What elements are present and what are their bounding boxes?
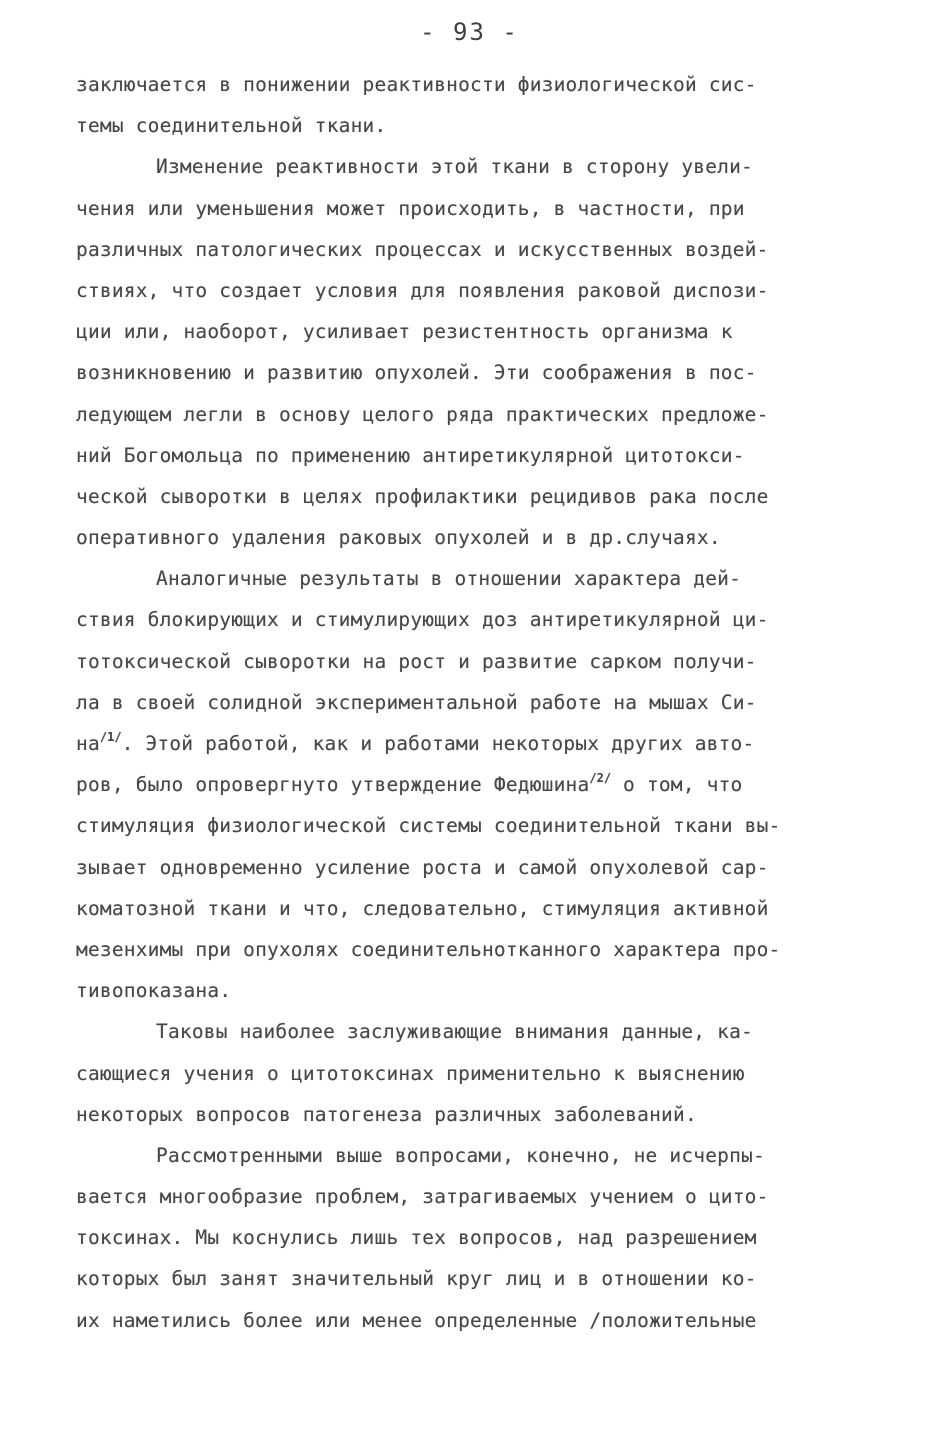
- line-text: Таковы наиболее заслуживающие внимания данные, ка-: [156, 1020, 753, 1044]
- paragraph-start-line: [76, 558, 876, 599]
- footnote-reference: /1/: [99, 730, 122, 744]
- line-text-after: . Этой работой, как и работами некоторых других авто-: [121, 732, 755, 755]
- paragraph-start-line: [76, 1135, 876, 1176]
- line-text: вается многообразие проблем, затрагиваемых учением о цито-: [76, 1185, 769, 1209]
- text-line: [76, 64, 876, 105]
- text-line: [76, 970, 876, 1011]
- line-text: оперативного удаления раковых опухолей и в др.случаях.: [76, 526, 721, 550]
- paragraph-start-line: [76, 146, 876, 187]
- text-line: [76, 1300, 876, 1341]
- line-text: мезенхимы при опухолях соединительнотканного характера про-: [76, 937, 781, 961]
- line-text: чения или уменьшения может происходить, в частности, при: [76, 196, 745, 220]
- text-line: [76, 682, 876, 723]
- text-line: [76, 105, 876, 146]
- line-text: которых был занят значительный круг лиц и в отношении ко-: [76, 1267, 757, 1291]
- text-line: [76, 311, 876, 352]
- line-text: ции или, наоборот, усиливает резистентность организма к: [76, 320, 733, 344]
- text-line: [76, 476, 876, 517]
- line-text: ла в своей солидной экспериментальной работе на мышах Си-: [76, 690, 757, 714]
- text-line: [76, 394, 876, 435]
- line-text: токсинах. Мы коснулись лишь тех вопросов, над разрешением: [76, 1226, 757, 1250]
- page-number: - 93 -: [420, 18, 519, 46]
- line-text: некоторых вопросов патогенеза различных заболеваний.: [76, 1102, 697, 1126]
- line-text: сающиеся учения о цитотоксинах применительно к выяснению: [76, 1061, 745, 1085]
- paragraph-start-line: [76, 1011, 876, 1052]
- text-line: [76, 888, 876, 929]
- text-line: [76, 188, 876, 229]
- text-line: [76, 1053, 876, 1094]
- text-line: [76, 435, 876, 476]
- text-line: [76, 517, 876, 558]
- line-text: ствия блокирующих и стимулирующих доз антиретикулярной ци-: [76, 608, 769, 632]
- line-text: тивопоказана.: [76, 979, 232, 1003]
- line-text: Рассмотренными выше вопросами, конечно, не исчерпы-: [156, 1143, 765, 1167]
- line-text: ческой сыворотки в целях профилактики рецидивов рака после: [76, 484, 769, 508]
- text-line: [76, 847, 876, 888]
- footnote-reference: /2/: [589, 771, 612, 786]
- line-text: возникновению и развитию опухолей. Эти соображения в пос-: [76, 361, 757, 385]
- text-line: [76, 599, 876, 640]
- text-line: [76, 270, 876, 311]
- line-text: коматозной ткани и что, следовательно, стимуляция активной: [76, 896, 769, 920]
- text-line: [76, 1217, 876, 1258]
- line-text: на: [76, 732, 100, 755]
- text-line: [76, 805, 876, 846]
- line-text-after: о том, что: [611, 773, 743, 797]
- line-text: Аналогичные результаты в отношении характера дей-: [156, 567, 742, 591]
- line-text: темы соединительной ткани.: [76, 114, 387, 138]
- text-line: [76, 1176, 876, 1217]
- line-text: ний Богомольца по применению антиретикулярной цитотокси-: [76, 443, 745, 467]
- line-text: ствиях, что создает условия для появления раковой диспози-: [76, 278, 769, 302]
- line-text: стимуляция физиологической системы соединительной ткани вы-: [76, 814, 781, 838]
- line-text: их наметились более или менее определенные /положительные: [76, 1308, 757, 1332]
- line-text: заключается в понижении реактивности физиологической сис-: [76, 73, 757, 96]
- line-text: Изменение реактивности этой ткани в сторону увели-: [156, 155, 753, 179]
- text-line: [76, 1094, 876, 1135]
- line-text: ледующем легли в основу целого ряда практических предложе-: [76, 402, 769, 426]
- text-line: [76, 229, 876, 270]
- text-line: [76, 1258, 876, 1299]
- body-text: [76, 64, 876, 1341]
- text-line: [76, 723, 876, 764]
- text-line: [76, 641, 876, 682]
- line-text: зывает одновременно усиление роста и самой опухолевой сар-: [76, 855, 769, 879]
- text-line: [76, 352, 876, 393]
- line-text: тотоксической сыворотки на рост и развитие сарком получи-: [76, 649, 757, 673]
- text-line: [76, 764, 876, 805]
- text-line: [76, 929, 876, 970]
- line-text: различных патологических процессах и искусственных воздей-: [76, 237, 769, 261]
- line-text: ров, было опровергнуто утверждение Федюшина: [76, 773, 590, 797]
